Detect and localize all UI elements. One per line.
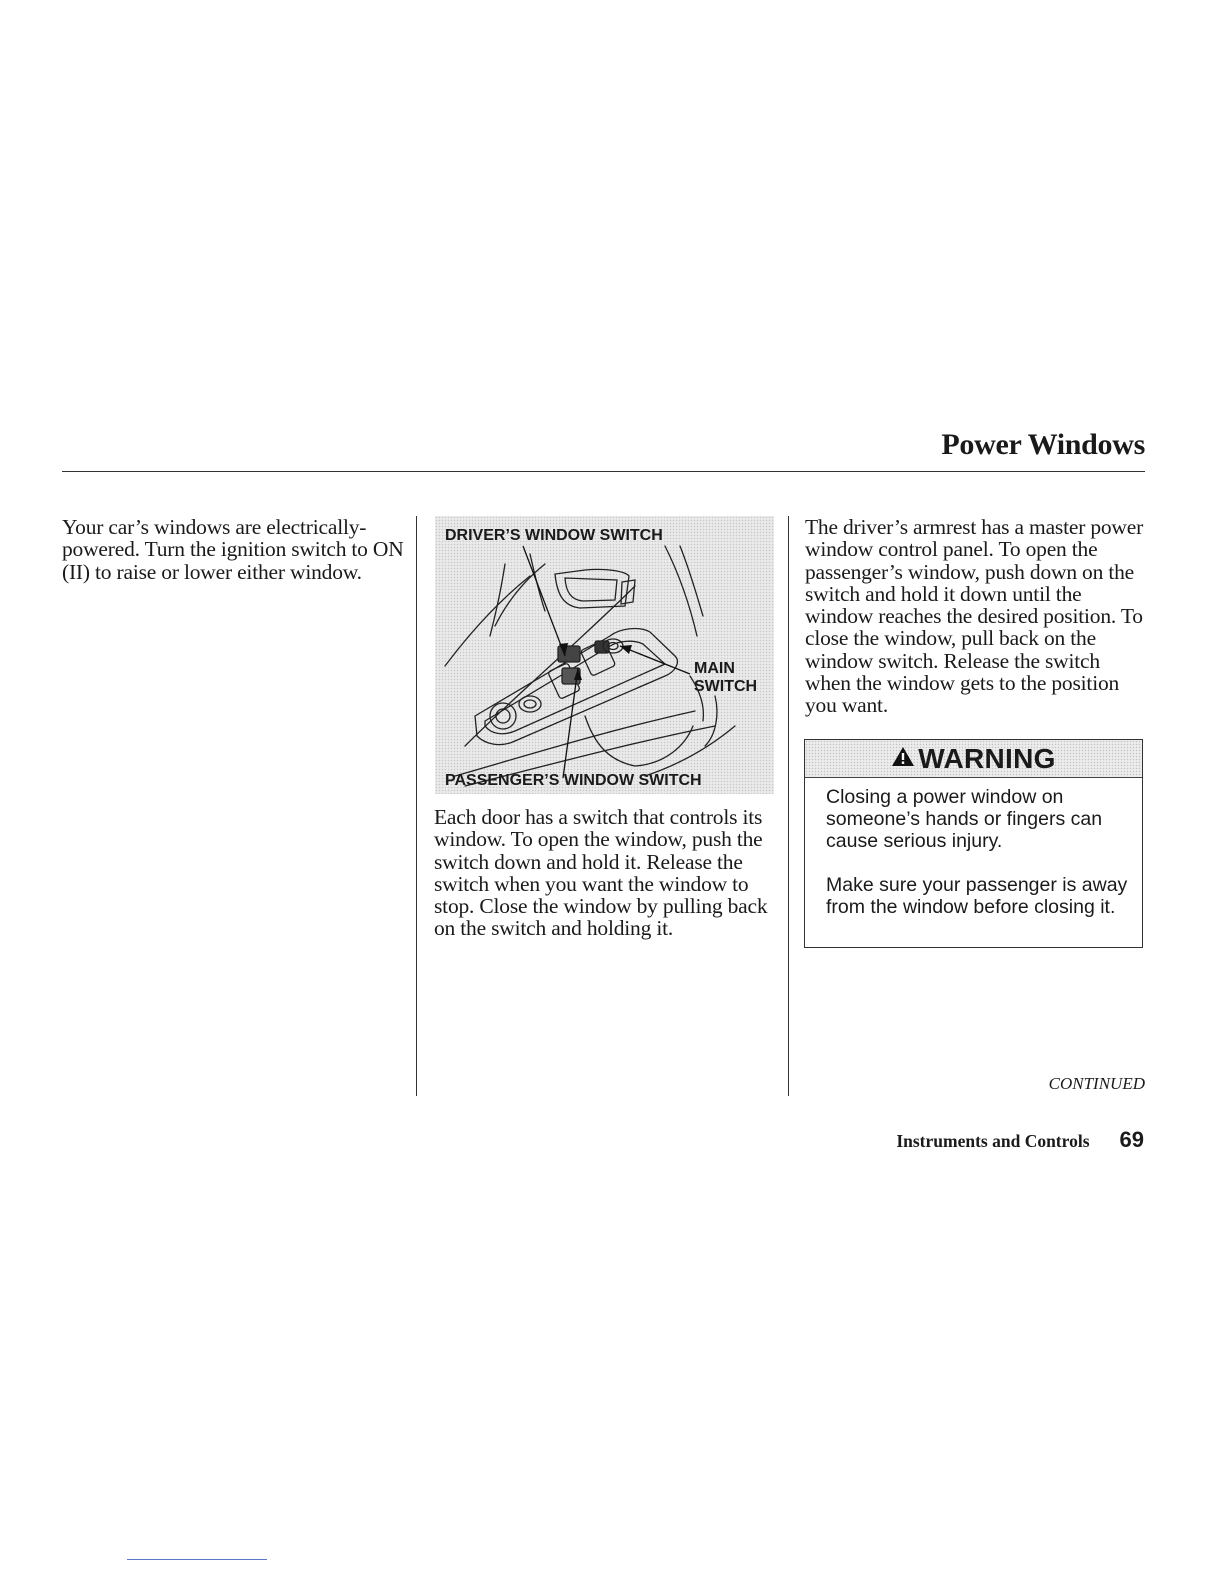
bottom-link-rule xyxy=(127,1559,267,1560)
warning-header xyxy=(805,740,1142,778)
page-number: 69 xyxy=(1119,1127,1144,1152)
page-footer xyxy=(896,1127,1144,1153)
warning-box xyxy=(804,739,1143,948)
master-panel-paragraph: The driver’s armrest has a master power window control panel. To open the passenger’s window, push down on the switch and hold it down until the window reaches the desired position. To close the window, pull back on the window switch. Release the switch when the window gets to the position you want. xyxy=(805,515,1144,718)
passenger-switch-label: PASSENGER’S WINDOW SWITCH xyxy=(445,772,702,789)
page-title: Power Windows xyxy=(941,428,1145,461)
footer-section-title: Instruments and Controls xyxy=(896,1131,1090,1151)
continued-label: CONTINUED xyxy=(1048,1074,1145,1093)
door-armrest-drawing xyxy=(435,516,774,794)
main-switch-label-line1: MAIN xyxy=(694,660,735,677)
title-rule xyxy=(62,471,1145,472)
warning-paragraph-1: Closing a power window on someone’s hands or fingers can cause serious injury. xyxy=(826,786,1103,852)
warning-triangle-icon xyxy=(891,746,915,772)
warning-paragraph-2: Make sure your passenger is away from the window before closing it. xyxy=(826,874,1128,918)
main-switch-leader xyxy=(620,646,690,674)
door-switch-paragraph: Each door has a switch that controls its window. To open the window, push the switch down and hold it. Release the switch when you want the window to stop. Close the window by pulling back on the switch and holding it. xyxy=(434,805,768,941)
window-switch-illustration xyxy=(435,516,774,794)
warning-heading: WARNING xyxy=(918,742,1056,774)
driver-switch-label: DRIVER’S WINDOW SWITCH xyxy=(445,527,663,544)
intro-paragraph: Your car’s windows are electrically-powered. Turn the ignition switch to ON (II) to raise or lower either window. xyxy=(62,515,404,584)
driver-switch-leader xyxy=(523,546,565,656)
column-divider-left xyxy=(416,516,417,1096)
main-switch-label-line2: SWITCH xyxy=(694,678,758,695)
column-divider-right xyxy=(788,516,789,1096)
